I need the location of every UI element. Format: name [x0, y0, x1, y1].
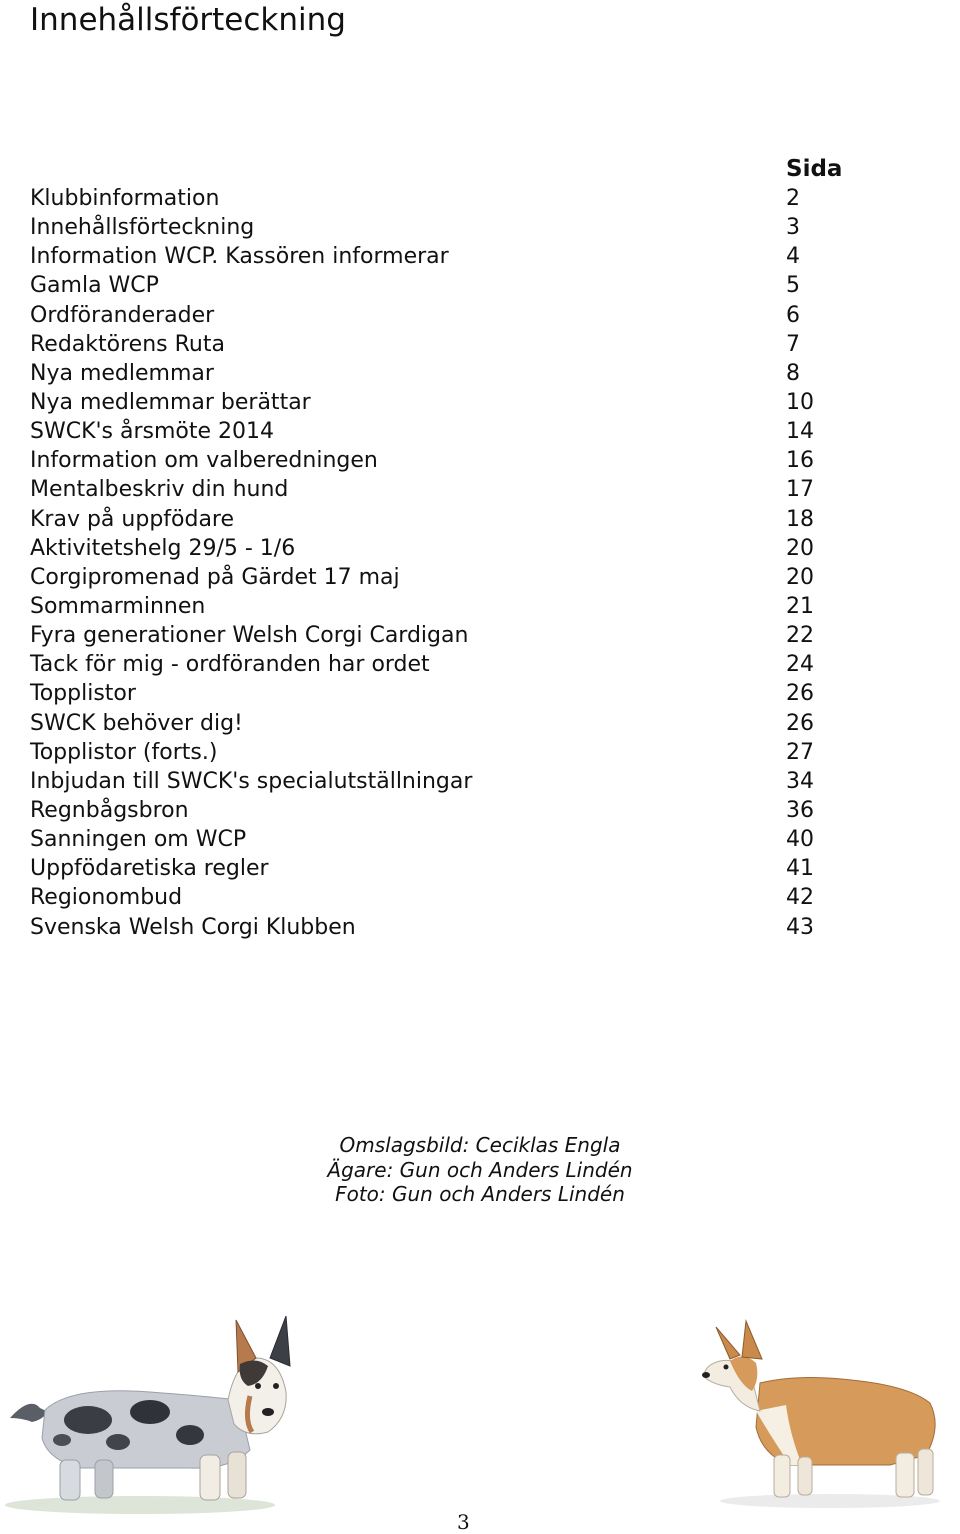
toc-entry	[30, 417, 860, 446]
toc-entry-page: 4	[786, 244, 800, 270]
toc-entry	[30, 592, 860, 621]
toc-entry-title: Krav på uppfödare	[30, 506, 235, 532]
toc-entry-title: Regnbågsbron	[30, 797, 189, 823]
toc-entry-page: 10	[786, 389, 814, 415]
toc-entry-page: 36	[786, 797, 814, 823]
toc-entry	[30, 796, 860, 825]
toc-entry-page: 40	[786, 827, 814, 853]
toc-entry-page: 21	[786, 593, 814, 619]
toc-entry-page: 26	[786, 710, 814, 736]
toc-entry-page: 2	[786, 186, 800, 211]
toc-entry	[30, 475, 860, 504]
toc-entry	[30, 330, 860, 359]
toc-entry-title: Regionombud	[30, 885, 183, 911]
toc-entry	[30, 738, 860, 767]
caption-owner: Ägare: Gun och Anders Lindén	[327, 1157, 633, 1182]
caption-photographer: Foto: Gun och Anders Lindén	[335, 1182, 625, 1206]
toc-entry-title: Topplistor (forts.)	[30, 739, 218, 765]
toc-entry-title: Klubbinformation	[30, 186, 220, 211]
toc-entry-title: Aktivitetshelg 29/5 - 1/6	[30, 535, 296, 561]
toc-entry-title: Nya medlemmar	[30, 360, 214, 386]
toc-entry	[30, 301, 860, 330]
toc-entry-title: Sommarminnen	[30, 593, 206, 619]
toc-entry-title: Inbjudan till SWCK's specialutställningar	[30, 768, 473, 794]
toc-entry-page: 22	[786, 623, 814, 649]
toc-entry-title: SWCK behöver dig!	[30, 710, 243, 736]
toc-header	[30, 154, 860, 184]
toc-entry	[30, 505, 860, 534]
toc-entry-page: 16	[786, 448, 814, 474]
toc-entry	[30, 213, 860, 242]
toc-entry-title: Gamla WCP	[30, 273, 159, 299]
toc-entry-page: 26	[786, 681, 814, 707]
toc-entries	[30, 184, 860, 942]
toc-entry-page: 27	[786, 739, 814, 765]
toc-entry-title: Mentalbeskriv din hund	[30, 477, 289, 503]
toc-entry-title: Innehållsförteckning	[30, 215, 255, 241]
toc-entry	[30, 650, 860, 679]
toc-entry-page: 5	[786, 273, 800, 299]
toc-entry	[30, 271, 860, 300]
toc-entry-title: Redaktörens Ruta	[30, 331, 225, 357]
toc-entry	[30, 679, 860, 708]
toc-entry	[30, 709, 860, 738]
toc-entry	[30, 534, 860, 563]
toc-entry-page: 6	[786, 302, 800, 328]
toc-entry-title: Tack för mig - ordföranden har ordet	[30, 652, 430, 678]
cover-caption	[0, 1133, 960, 1207]
toc-entry	[30, 621, 860, 650]
toc-entry-page: 20	[786, 564, 814, 590]
cardigan-corgi-illustration	[0, 1300, 300, 1515]
toc-entry-page: 42	[786, 885, 814, 911]
toc-entry-title: Corgipromenad på Gärdet 17 maj	[30, 564, 400, 590]
toc-entry-title: Fyra generationer Welsh Corgi Cardigan	[30, 623, 469, 649]
toc-entry-title: Topplistor	[30, 681, 136, 707]
toc-entry-title: Uppfödaretiska regler	[30, 856, 269, 882]
toc-entry-page: 24	[786, 652, 814, 678]
toc-entry-title: Information om valberedningen	[30, 448, 378, 474]
toc-entry-title: Ordföranderader	[30, 302, 215, 328]
toc-entry	[30, 184, 860, 213]
toc-entry-page: 7	[786, 331, 800, 357]
page-column-header: Sida	[786, 156, 843, 182]
toc-entry	[30, 825, 860, 854]
toc-entry	[30, 854, 860, 883]
toc-entry	[30, 446, 860, 475]
toc-entry-page: 43	[786, 914, 814, 940]
toc-entry	[30, 563, 860, 592]
toc-entry-page: 34	[786, 768, 814, 794]
toc-entry-title: SWCK's årsmöte 2014	[30, 419, 275, 445]
toc-entry	[30, 913, 860, 942]
toc-entry-page: 20	[786, 535, 814, 561]
toc-entry	[30, 767, 860, 796]
toc-entry-title: Information WCP. Kassören informerar	[30, 244, 449, 270]
toc-entry	[30, 359, 860, 388]
table-of-contents	[30, 154, 860, 942]
toc-entry-title: Svenska Welsh Corgi Klubben	[30, 914, 356, 940]
toc-entry-title: Sanningen om WCP	[30, 827, 247, 853]
toc-entry	[30, 388, 860, 417]
toc-entry-page: 41	[786, 856, 814, 882]
toc-entry-page: 8	[786, 360, 800, 386]
toc-entry-page: 17	[786, 477, 814, 503]
toc-entry	[30, 242, 860, 271]
toc-entry-page: 3	[786, 215, 800, 241]
pembroke-corgi-illustration	[690, 1315, 955, 1510]
page-number: 3	[457, 1510, 470, 1534]
toc-entry	[30, 883, 860, 912]
toc-entry-page: 14	[786, 419, 814, 445]
page-title: Innehållsförteckning	[30, 2, 346, 38]
caption-cover-image: Omslagsbild: Ceciklas Engla	[339, 1133, 621, 1157]
toc-entry-page: 18	[786, 506, 814, 532]
toc-entry-title: Nya medlemmar berättar	[30, 389, 311, 415]
